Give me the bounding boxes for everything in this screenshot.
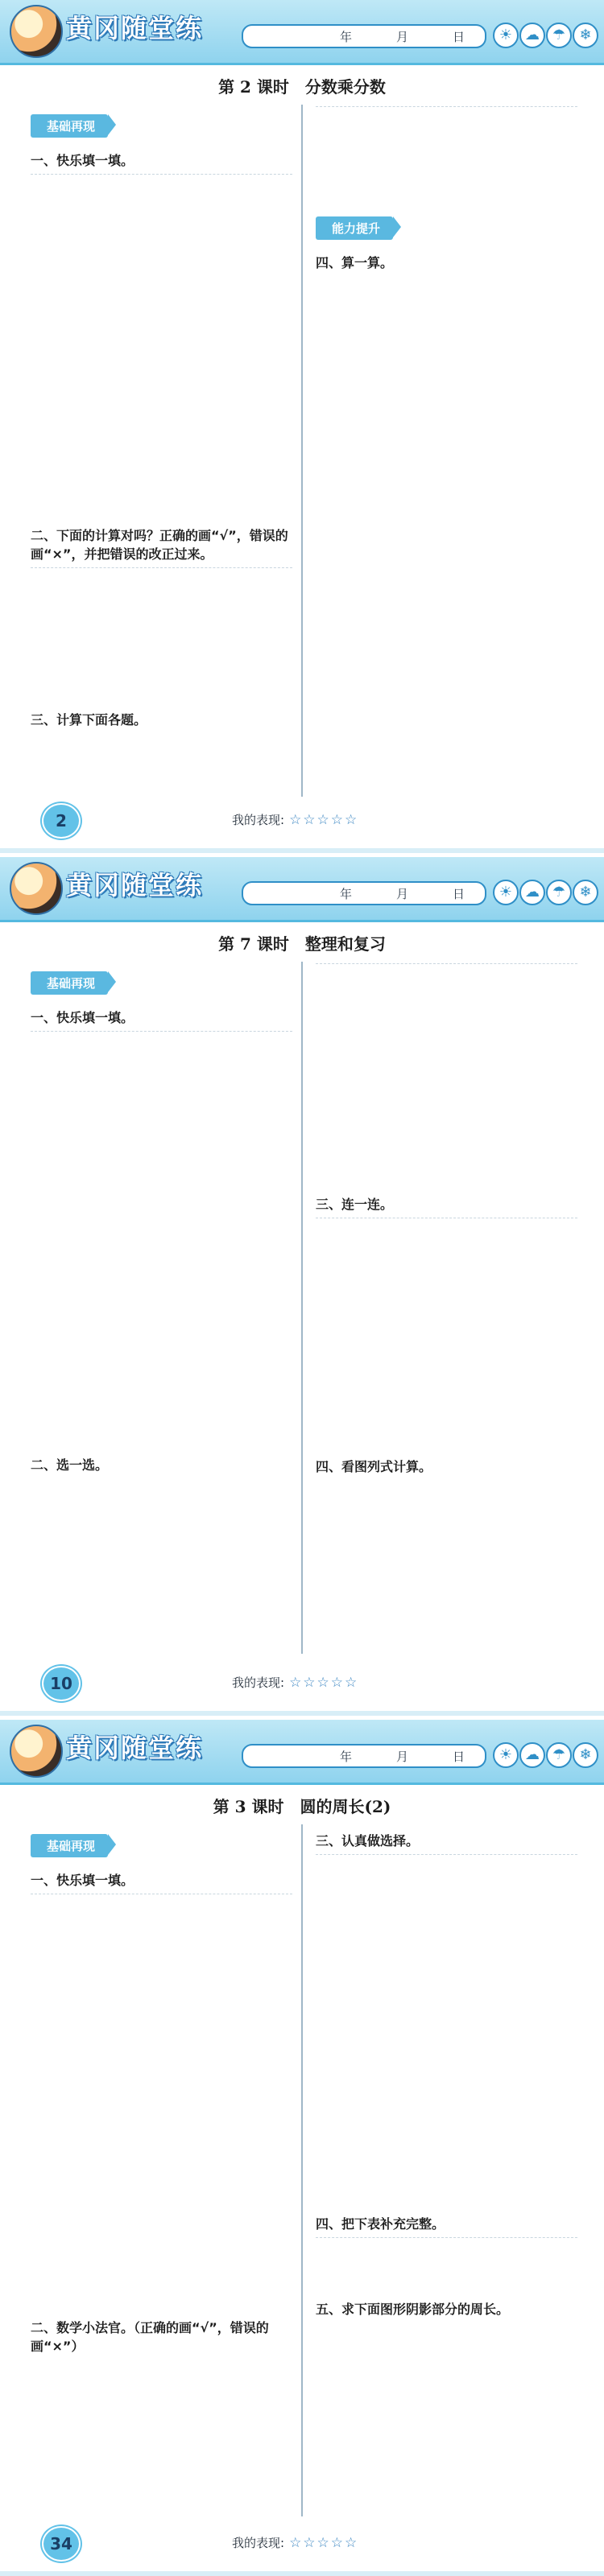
section-heading: 二、数学小法官。（正确的画“√”，错误的画“×”） <box>31 2320 269 2354</box>
page-header <box>0 0 604 65</box>
year-label: 年 <box>340 887 353 901</box>
right-column <box>316 106 577 276</box>
section-heading: 五、求下面图形阴影部分的周长。 <box>316 2302 510 2317</box>
section-heading: 二、下面的计算对吗？正确的画“√”，错误的画“×”，并把错误的改正过来。 <box>31 528 288 562</box>
worksheet-page <box>0 1720 604 2576</box>
lesson-title: 第 7 课时 整理和复习 <box>218 934 386 954</box>
section-ribbon: 能力提升 <box>316 216 393 240</box>
page-header <box>0 857 604 922</box>
rain-icon[interactable]: ☂ <box>546 23 572 48</box>
left-column <box>31 1826 292 2360</box>
date-bar <box>242 881 486 905</box>
column-divider <box>301 962 303 1654</box>
lesson-title: 第 2 课时 分数乘分数 <box>218 77 386 97</box>
left-column <box>31 106 292 733</box>
section-ribbon: 基础再现 <box>31 1834 108 1857</box>
section-heading: 一、快乐填一填。 <box>31 153 134 168</box>
column-divider <box>301 1824 303 2516</box>
day-label: 日 <box>453 30 465 44</box>
cloud-icon[interactable]: ☁ <box>519 23 545 48</box>
star-rating[interactable]: ☆☆☆☆☆ <box>289 1675 359 1691</box>
sun-icon[interactable]: ☀ <box>493 23 519 48</box>
performance-rating <box>232 811 358 828</box>
lesson-title: 第 3 课时 圆的周长(2) <box>213 1797 391 1816</box>
exercise-block <box>316 106 577 204</box>
day-label: 日 <box>453 887 465 901</box>
section-heading: 四、看图列式计算。 <box>316 1459 432 1474</box>
month-label: 月 <box>396 30 409 44</box>
section-heading: 一、快乐填一填。 <box>31 1873 134 1888</box>
sun-icon[interactable]: ☀ <box>493 1742 519 1768</box>
rain-icon[interactable]: ☂ <box>546 880 572 905</box>
year-label: 年 <box>340 1750 353 1764</box>
date-bar <box>242 24 486 48</box>
year-label: 年 <box>340 30 353 44</box>
rain-icon[interactable]: ☂ <box>546 1742 572 1768</box>
mascot-icon <box>10 862 63 915</box>
page-number: 2 <box>42 803 81 839</box>
cloud-icon[interactable]: ☁ <box>519 1742 545 1768</box>
section-heading: 三、认真做选择。 <box>316 1833 420 1849</box>
page-footer <box>0 1661 604 1704</box>
section-heading: 三、计算下面各题。 <box>31 712 147 727</box>
cloud-icon[interactable]: ☁ <box>519 880 545 905</box>
star-rating[interactable]: ☆☆☆☆☆ <box>289 812 359 828</box>
performance-rating <box>232 2534 358 2551</box>
snow-icon[interactable]: ❄ <box>573 1742 598 1768</box>
section-ribbon: 基础再现 <box>31 971 108 995</box>
exercise-block <box>316 1218 577 1452</box>
performance-label: 我的表现: <box>232 2536 285 2550</box>
mascot-icon <box>10 5 63 58</box>
month-label: 月 <box>396 887 409 901</box>
column-divider <box>301 105 303 797</box>
page-number: 10 <box>42 1666 81 1701</box>
exercise-block <box>316 1854 577 2209</box>
left-column <box>31 963 292 1478</box>
date-bar <box>242 1744 486 1768</box>
section-heading: 四、算一算。 <box>316 255 394 270</box>
page-header <box>0 1720 604 1785</box>
mascot-icon <box>10 1725 63 1778</box>
exercise-block <box>316 963 577 1189</box>
right-column <box>316 1826 577 2323</box>
day-label: 日 <box>453 1750 465 1764</box>
section-heading: 一、快乐填一填。 <box>31 1010 134 1025</box>
performance-label: 我的表现: <box>232 1675 285 1690</box>
page-footer <box>0 798 604 842</box>
section-heading: 二、选一选。 <box>31 1457 109 1473</box>
star-rating[interactable]: ☆☆☆☆☆ <box>289 2535 359 2551</box>
right-column <box>316 963 577 1480</box>
section-heading: 三、连一连。 <box>316 1197 394 1212</box>
page-footer <box>0 2521 604 2565</box>
exercise-block <box>31 567 292 705</box>
sun-icon[interactable]: ☀ <box>493 880 519 905</box>
exercise-block <box>316 2237 577 2294</box>
brand-title: 黄冈随堂练 <box>66 870 204 901</box>
exercise-block <box>31 1031 292 1450</box>
section-heading: 四、把下表补充完整。 <box>316 2216 445 2232</box>
section-ribbon: 基础再现 <box>31 114 108 138</box>
worksheet-page <box>0 0 604 853</box>
snow-icon[interactable]: ❄ <box>573 23 598 48</box>
brand-title: 黄冈随堂练 <box>66 1733 204 1763</box>
performance-rating <box>232 1674 358 1691</box>
worksheet-page <box>0 857 604 1716</box>
snow-icon[interactable]: ❄ <box>573 880 598 905</box>
month-label: 月 <box>396 1750 409 1764</box>
exercise-block <box>31 174 292 521</box>
page-number: 34 <box>42 2526 81 2562</box>
exercise-block <box>31 1894 292 2313</box>
performance-label: 我的表现: <box>232 813 285 827</box>
brand-title: 黄冈随堂练 <box>66 13 204 43</box>
